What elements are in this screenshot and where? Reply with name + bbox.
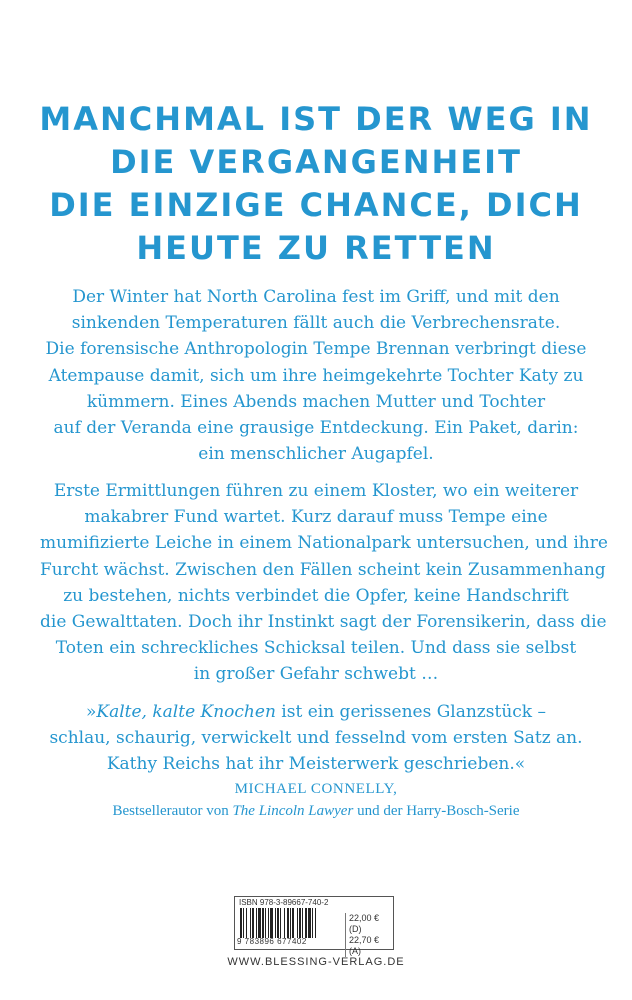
credit-prefix: Bestsellerautor von — [112, 803, 233, 819]
barcode-stripe — [265, 908, 266, 938]
barcode-digits: 9 783896 677402 — [237, 937, 307, 946]
barcode-stripe — [290, 908, 291, 938]
blurb-line: makabrer Fund wartet. Kurz darauf muss Tempe eine — [84, 507, 548, 528]
blurb-line: zu bestehen, nichts verbindet die Opfer, keine Handschrift — [63, 585, 569, 606]
blurb-line: Toten ein schreckliches Schicksal teilen. Und dass sie selbst — [55, 638, 577, 659]
barcode-stripe — [297, 908, 298, 938]
blurb-line: Erste Ermittlungen führen zu einem Kloster, wo ein weiterer — [53, 481, 579, 501]
isbn-barcode-box — [234, 896, 394, 956]
quote-author: MICHAEL CONNELLY, — [234, 781, 398, 797]
barcode-stripe — [275, 908, 276, 938]
barcode-stripe — [315, 908, 316, 938]
barcode-stripe — [256, 908, 257, 938]
quote-line: schlau, schaurig, verwickelt und fesselnd vom ersten Satz an. — [49, 728, 583, 749]
quote-line — [40, 699, 592, 725]
headline — [0, 98, 632, 270]
barcode-stripe — [287, 908, 289, 938]
review-quote — [40, 699, 592, 778]
author-credit — [0, 803, 632, 820]
barcode-stripe — [252, 908, 254, 938]
blurb-line: mumifizierte Leiche in einem Nationalpark untersuchen, und ihre — [40, 533, 608, 554]
barcode-stripe — [240, 908, 242, 938]
price-block — [345, 913, 393, 957]
quote-text: ist ein gerissenes Glanzstück – — [275, 702, 546, 722]
blurb-line: Furcht wächst. Zwischen den Fällen scheint kein Zusammenhang — [40, 559, 606, 580]
blurb-line: in großer Gefahr schwebt … — [193, 664, 439, 685]
barcode-stripe — [280, 908, 281, 938]
publisher-website: WWW.BLESSING-VERLAG.DE — [227, 956, 405, 968]
blurb-line: auf der Veranda eine grausige Entdeckung. Ein Paket, darin: — [53, 418, 579, 439]
barcode-stripe — [305, 908, 307, 938]
barcode-stripe — [243, 908, 244, 938]
barcode-stripe — [262, 908, 264, 938]
quote-open-mark: » — [85, 702, 97, 722]
barcode-stripe — [302, 908, 303, 938]
price-germany: 22,00 € (D) — [349, 913, 380, 934]
barcode-stripe — [284, 908, 285, 938]
credit-suffix: und der Harry-Bosch-Serie — [353, 803, 520, 819]
blurb-line: die Gewalttaten. Doch ihr Instinkt sagt der Forensikerin, dass die — [40, 612, 607, 633]
blurb-line: Der Winter hat North Carolina fest im Griff, und mit den — [72, 287, 560, 307]
price-austria: 22,70 € (A) — [349, 935, 380, 956]
blurb-line: Atempause damit, sich um ihre heimgekehrte Tochter Katy zu — [48, 365, 584, 386]
barcode-stripe — [258, 908, 261, 938]
headline-line: DIE EINZIGE CHANCE, DICH — [49, 186, 583, 224]
barcode-stripe — [292, 908, 294, 938]
blurb-paragraph-2 — [40, 478, 608, 688]
barcode-stripe — [270, 908, 273, 938]
barcode-stripe — [250, 908, 251, 938]
quote-line: Kathy Reichs hat ihr Meisterwerk geschrieben.« — [106, 754, 526, 775]
barcode-stripe — [299, 908, 301, 938]
barcode-stripe — [246, 908, 247, 938]
barcode-stripe — [308, 908, 311, 938]
blurb-line: kümmern. Eines Abends machen Mutter und Tochter — [86, 391, 546, 412]
blurb-paragraph-1 — [40, 284, 592, 467]
headline-line: DIE VERGANGENHEIT — [110, 143, 522, 181]
headline-line: MANCHMAL IST DER WEG IN — [39, 100, 593, 138]
barcode-icon — [239, 908, 343, 938]
headline-line: HEUTE ZU RETTEN — [136, 229, 496, 267]
blurb-line: Die forensische Anthropologin Tempe Brennan verbringt diese — [45, 339, 587, 360]
barcode-stripe — [312, 908, 313, 938]
blurb-line: sinkenden Temperaturen fällt auch die Verbrechensrate. — [71, 313, 561, 334]
credit-book-title: The Lincoln Lawyer — [232, 803, 354, 819]
barcode-stripe — [277, 908, 279, 938]
blurb-line: ein menschlicher Augapfel. — [198, 444, 434, 465]
barcode-stripe — [268, 908, 269, 938]
isbn-number: ISBN 978-3-89667-740-2 — [239, 898, 329, 907]
quoted-book-title: Kalte, kalte Knochen — [96, 702, 276, 722]
